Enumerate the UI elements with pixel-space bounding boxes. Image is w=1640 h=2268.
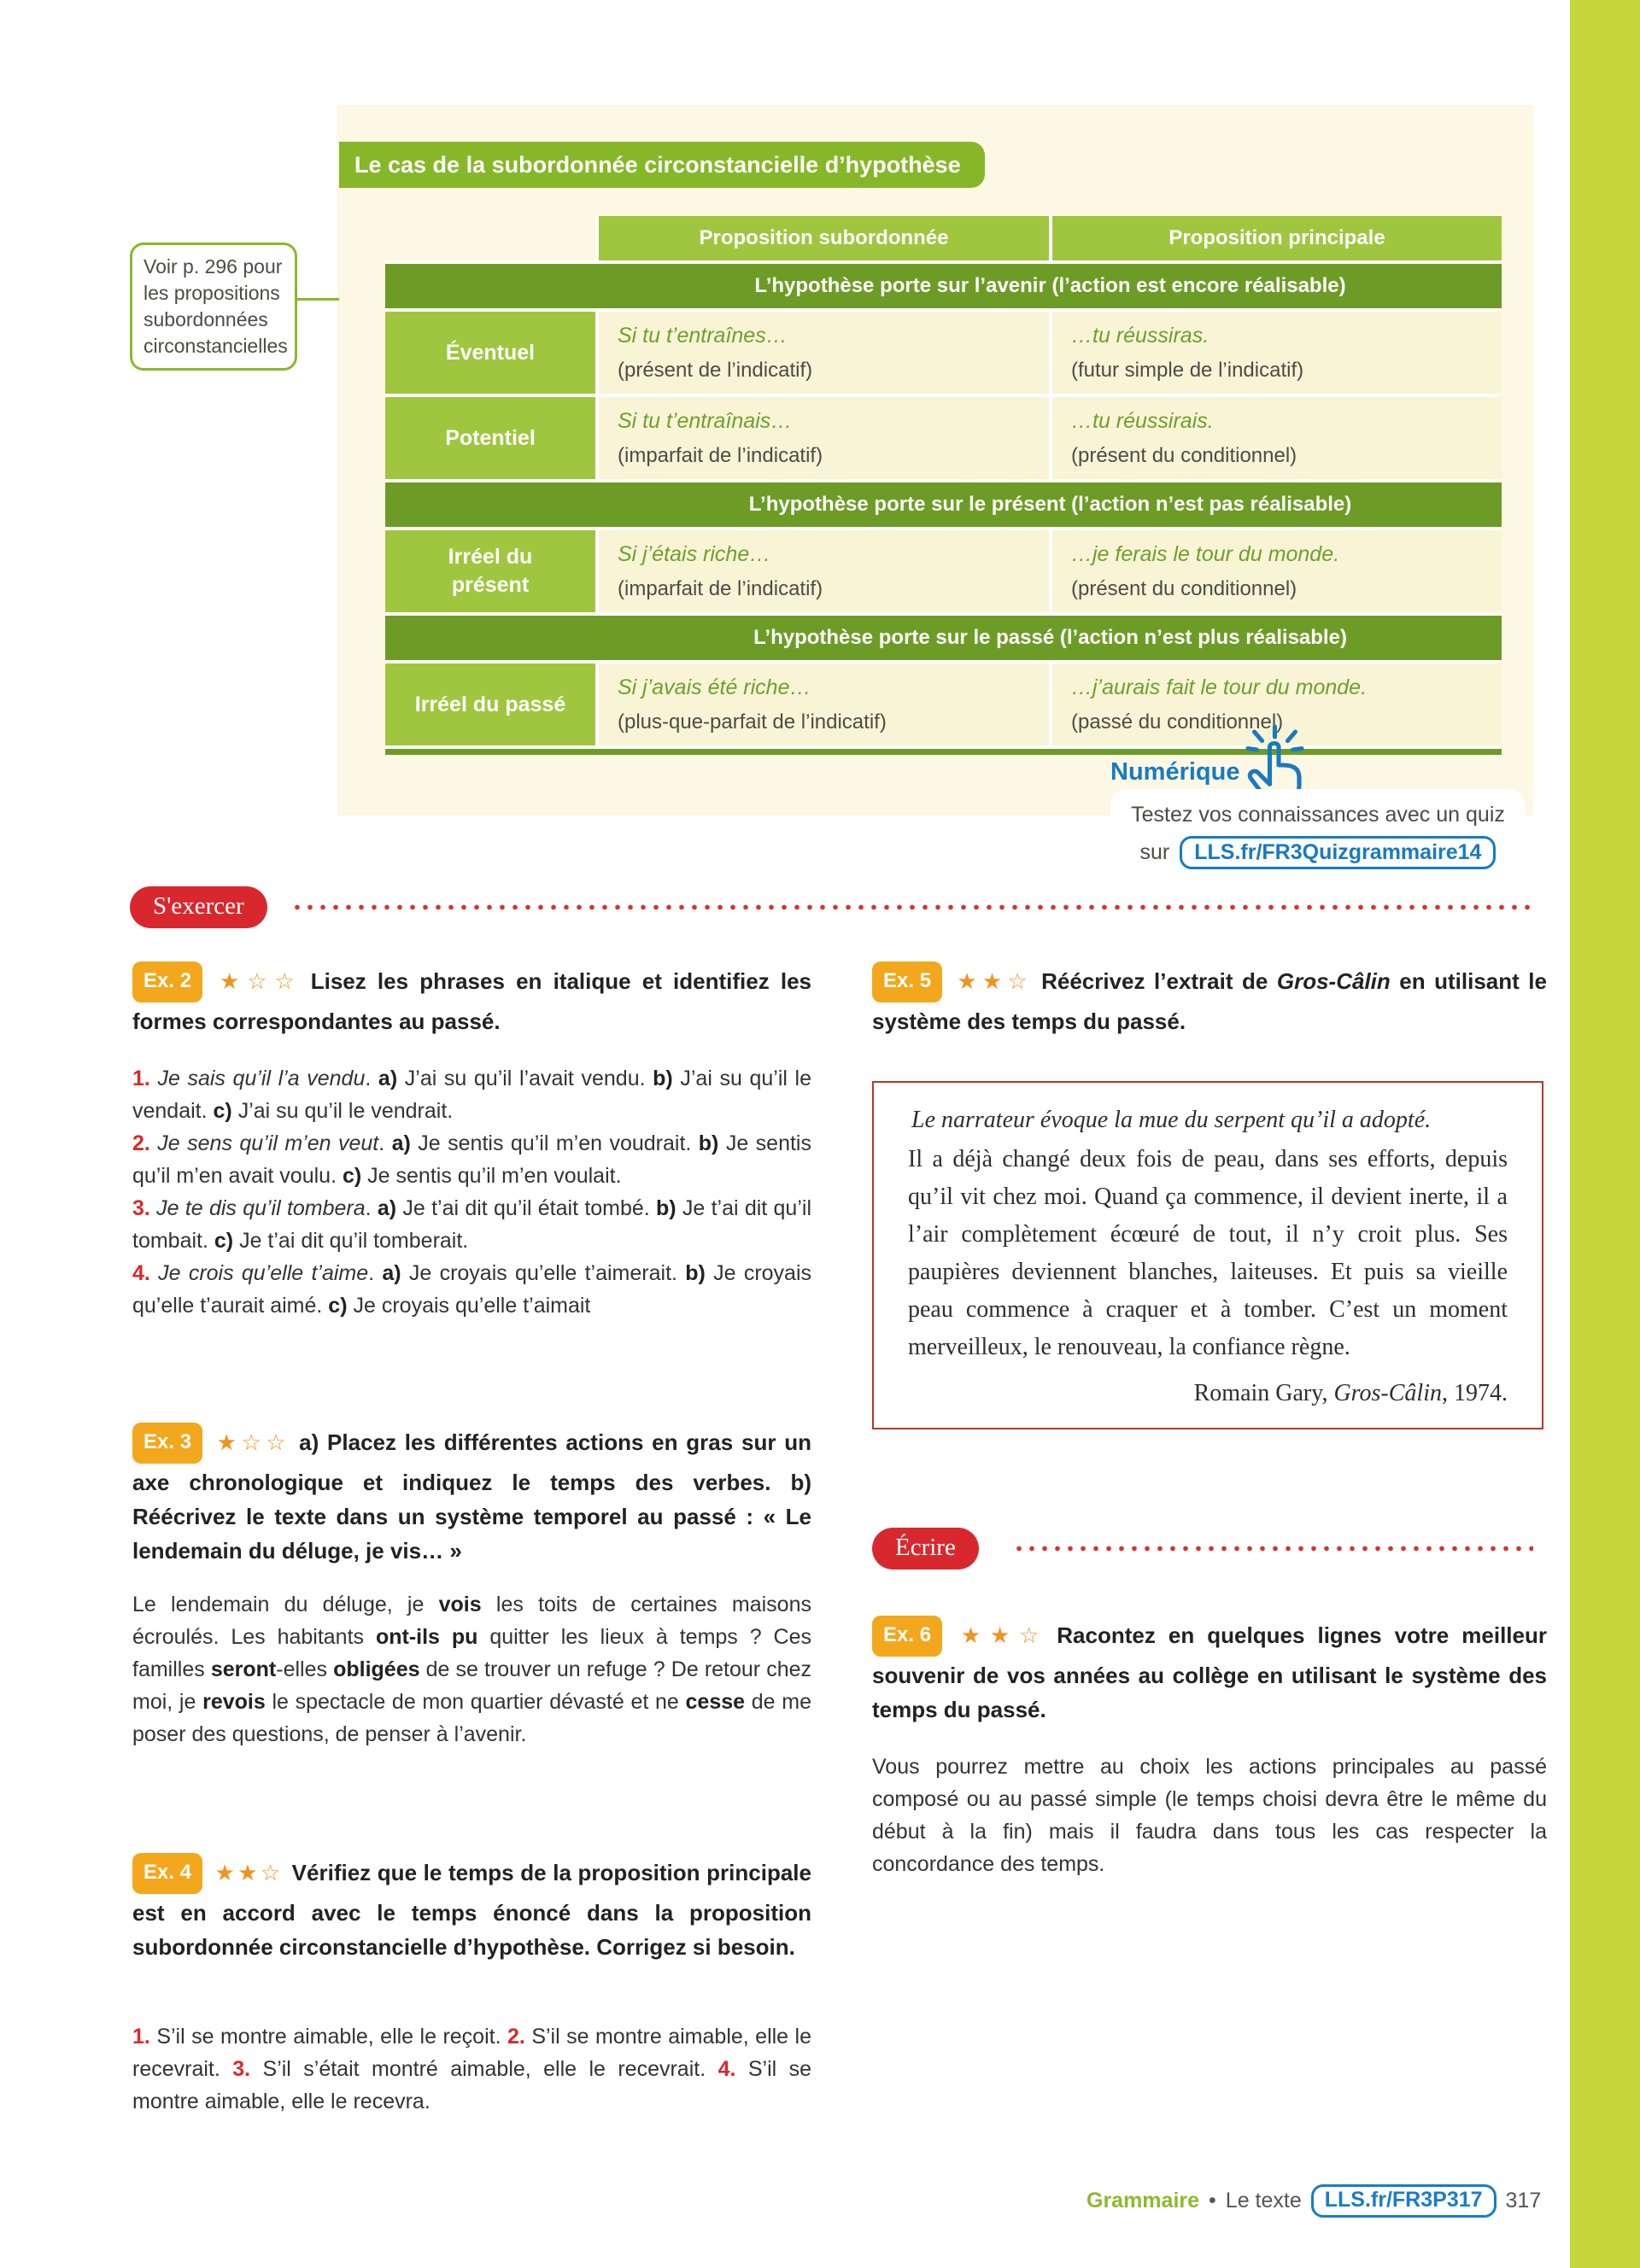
- exercise-3-text: [132, 1588, 811, 1751]
- table-row-label-potentiel: Potentiel: [385, 397, 595, 479]
- exercise-heading: [872, 963, 1547, 1038]
- exercise-badge: Ex. 2: [132, 962, 202, 1002]
- excerpt-intro: Le narrateur évoque la mue du serpent qu’il a adopté.: [911, 1107, 1432, 1133]
- difficulty-stars: ★☆☆: [214, 968, 302, 994]
- example-clause: …je ferais le tour du monde.: [1071, 541, 1340, 566]
- exercise-item: 3. Je te dis qu’il tombera. a) Je t’ai dit qu’il était tombé. b) Je t’ai dit qu’il tombait. c) Je t’ai dit qu’il tomberait.: [132, 1196, 812, 1253]
- table-row-label-irreel-present: Irréel du présent: [385, 530, 595, 612]
- exercise-2-items: [132, 1062, 811, 1322]
- exercise-badge: Ex. 4: [132, 1853, 202, 1894]
- exercise-paragraph: Vous pourrez mettre au choix les actions principales au passé composé ou au passé simple (le temps choisi devra être le même du début à la fin) mais il faudra dans tous les cas respecter la concordance des temps.: [872, 1755, 1547, 1876]
- page-footer: [1086, 2184, 1541, 2218]
- table-cell: [599, 663, 1049, 745]
- table-row-label-eventuel: Éventuel: [385, 312, 595, 394]
- lesson-title-banner: Le cas de la subordonnée circonstancielle d’hypothèse: [339, 142, 985, 188]
- exercise-4-items: [132, 2020, 811, 2118]
- table-section-banner-future: L’hypothèse porte sur l’avenir (l’action est encore réalisable): [385, 264, 1502, 308]
- tense-label: (futur simple de l’indicatif): [1071, 358, 1304, 382]
- table-section-banner-past: L’hypothèse porte sur le passé (l’action n’est plus réalisable): [385, 616, 1502, 660]
- example-clause: …tu réussirais.: [1071, 408, 1214, 433]
- dotted-rule: [295, 904, 1533, 910]
- table-section-banner-present: L’hypothèse porte sur le présent (l’action n’est pas réalisable): [385, 482, 1502, 527]
- tense-label: (imparfait de l’indicatif): [618, 576, 823, 600]
- exercise-badge: Ex. 5: [872, 962, 942, 1002]
- exercise-5-heading-block: [872, 963, 1547, 1038]
- footer-link[interactable]: LLS.fr/FR3P317: [1311, 2184, 1496, 2218]
- exercise-heading: [132, 1424, 811, 1568]
- tense-label: (présent du conditionnel): [1071, 576, 1297, 600]
- note-connector-line: [295, 298, 339, 301]
- exercise-item: 2. Je sens qu’il m’en veut. a) Je sentis qu’il m’en voudrait. b) Je sentis qu’il m’en avait voulu. c) Je sentis qu’il m’en voulait.: [132, 1131, 811, 1188]
- exercise-instruction: Lisez les phrases en italique et identifiez les formes correspondantes au passé.: [132, 968, 811, 1034]
- table-cell: [1052, 530, 1502, 612]
- exercise-paragraph: 1. S’il se montre aimable, elle le reçoit. 2. S’il se montre aimable, elle le recevrait. 3. S’il s’était montré aimable, elle le recevrait. 4. S’il se montre aimable, elle le recevra.: [132, 2025, 812, 2113]
- exercise-badge: Ex. 3: [132, 1423, 202, 1464]
- example-clause: Si j’étais riche…: [618, 541, 771, 566]
- exercise-paragraph: Le lendemain du déluge, je vois les toits de certaines maisons écroulés. Les habitants ont-ils pu quitter les lieux à temps ? Ces familles seront-elles obligées de se trouver un refuge ? De retour chez moi, je revois le spectacle de mon quartier dévasté et ne cesse de me poser des questions, de penser à l’avenir.: [132, 1593, 812, 1746]
- exercise-heading: [132, 1855, 811, 1964]
- exercise-instruction: Réécrivez l’extrait de Gros-Câlin en utilisant le système des temps du passé.: [872, 968, 1547, 1034]
- excerpt-attribution: Romain Gary, Gros-Câlin, 1974.: [1193, 1380, 1508, 1406]
- tense-label: (imparfait de l’indicatif): [618, 443, 823, 467]
- section-badge-sexercer: S'exercer: [130, 886, 267, 928]
- example-clause: Si j’avais été riche…: [618, 675, 811, 699]
- footer-separator: •: [1209, 2189, 1216, 2212]
- exercise-instruction: a) Placez les différentes actions en gras sur un axe chronologique et indiquez le temps des verbes. b) Réécrivez le texte dans un système temporel au passé : « Le lendemain du déluge, je vis… »: [132, 1429, 811, 1564]
- exercise-instruction: Racontez en quelques lignes votre meilleur souvenir de vos années au collège en utilisant le système des temps du passé.: [872, 1622, 1547, 1722]
- table-header-main-clause: Proposition principale: [1052, 216, 1502, 260]
- difficulty-stars: ★★☆: [954, 1622, 1049, 1648]
- margin-reference-note: Voir p. 296 pour les propositions subordonnées circonstancielles: [130, 243, 297, 371]
- exercise-4-heading-block: [132, 1855, 811, 1964]
- excerpt-text: Il a déjà changé deux fois de peau, dans ses efforts, depuis qu’il vit chez moi. Quand ça commence, il devient inerte, il a l’air complètement écœuré de tout, il n’y croit plus. Ses paupières deviennent blanches, laiteuses. Et puis sa vieille peau commence à craquer et à tomber. C’est un moment merveilleux, le renouveau, la confiance règne.: [908, 1146, 1508, 1360]
- exercise-heading: [872, 1617, 1547, 1727]
- exercise-item: 1. Je sais qu’il l’a vendu. a) J’ai su qu’il l’avait vendu. b) J’ai su qu’il le vendait. c) J’ai su qu’il le vendrait.: [132, 1067, 812, 1123]
- quiz-callout: [1110, 789, 1526, 890]
- table-corner-spacer: [385, 216, 595, 260]
- hypothesis-table: [385, 216, 1498, 755]
- example-clause: Si tu t’entraînais…: [618, 408, 793, 433]
- table-cell: [599, 312, 1049, 394]
- example-clause: …tu réussiras.: [1071, 323, 1210, 348]
- tense-label: (présent du conditionnel): [1071, 443, 1297, 467]
- exercise-6-text: [872, 1751, 1547, 1880]
- tense-label: (présent de l’indicatif): [618, 358, 813, 382]
- page-number: 317: [1505, 2189, 1542, 2212]
- footer-section: Grammaire: [1086, 2189, 1200, 2212]
- table-cell: [599, 397, 1049, 479]
- tense-label: (passé du conditionnel): [1071, 710, 1284, 734]
- quiz-text-prefix: sur: [1139, 840, 1170, 864]
- exercise-heading: [132, 963, 811, 1038]
- quiz-link[interactable]: LLS.fr/FR3Quizgrammaire14: [1180, 836, 1496, 869]
- table-header-subordinate-clause: Proposition subordonnée: [599, 216, 1049, 260]
- literary-excerpt-box: [872, 1081, 1543, 1429]
- quiz-text: Testez vos connaissances avec un quiz: [1131, 803, 1505, 827]
- table-cell: [599, 530, 1049, 612]
- table-cell: [1052, 397, 1502, 479]
- difficulty-stars: ★★☆: [214, 1860, 284, 1885]
- dotted-rule: [1016, 1546, 1533, 1552]
- exercise-6-heading-block: [872, 1617, 1547, 1727]
- section-badge-ecrire: Écrire: [872, 1528, 979, 1569]
- table-cell: [1052, 312, 1502, 394]
- numerique-label: Numérique: [1110, 758, 1240, 786]
- table-bottom-rule: [385, 749, 1502, 755]
- exercise-2-heading-block: [132, 963, 811, 1038]
- difficulty-stars: ★☆☆: [214, 1429, 291, 1455]
- table-row-label-irreel-passe: Irréel du passé: [385, 663, 595, 745]
- exercise-item: 4. Je crois qu’elle t’aime. a) Je croyais qu’elle t’aimerait. b) Je croyais qu’elle t’aurait aimé. c) Je croyais qu’elle t’aimait: [132, 1261, 812, 1318]
- exercise-badge: Ex. 6: [872, 1616, 942, 1657]
- example-clause: …j’aurais fait le tour du monde.: [1071, 675, 1368, 699]
- footer-subsection: Le texte: [1225, 2189, 1302, 2212]
- difficulty-stars: ★★☆: [954, 968, 1034, 994]
- page-edge-strip: [1570, 0, 1640, 2268]
- exercise-instruction: Vérifiez que le temps de la proposition principale est en accord avec le temps énoncé dans la proposition subordonnée circonstancielle d’hypothèse. Corrigez si besoin.: [132, 1860, 811, 1960]
- example-clause: Si tu t’entraînes…: [618, 323, 788, 348]
- exercise-3-heading-block: [132, 1424, 811, 1568]
- tense-label: (plus-que-parfait de l’indicatif): [618, 710, 887, 734]
